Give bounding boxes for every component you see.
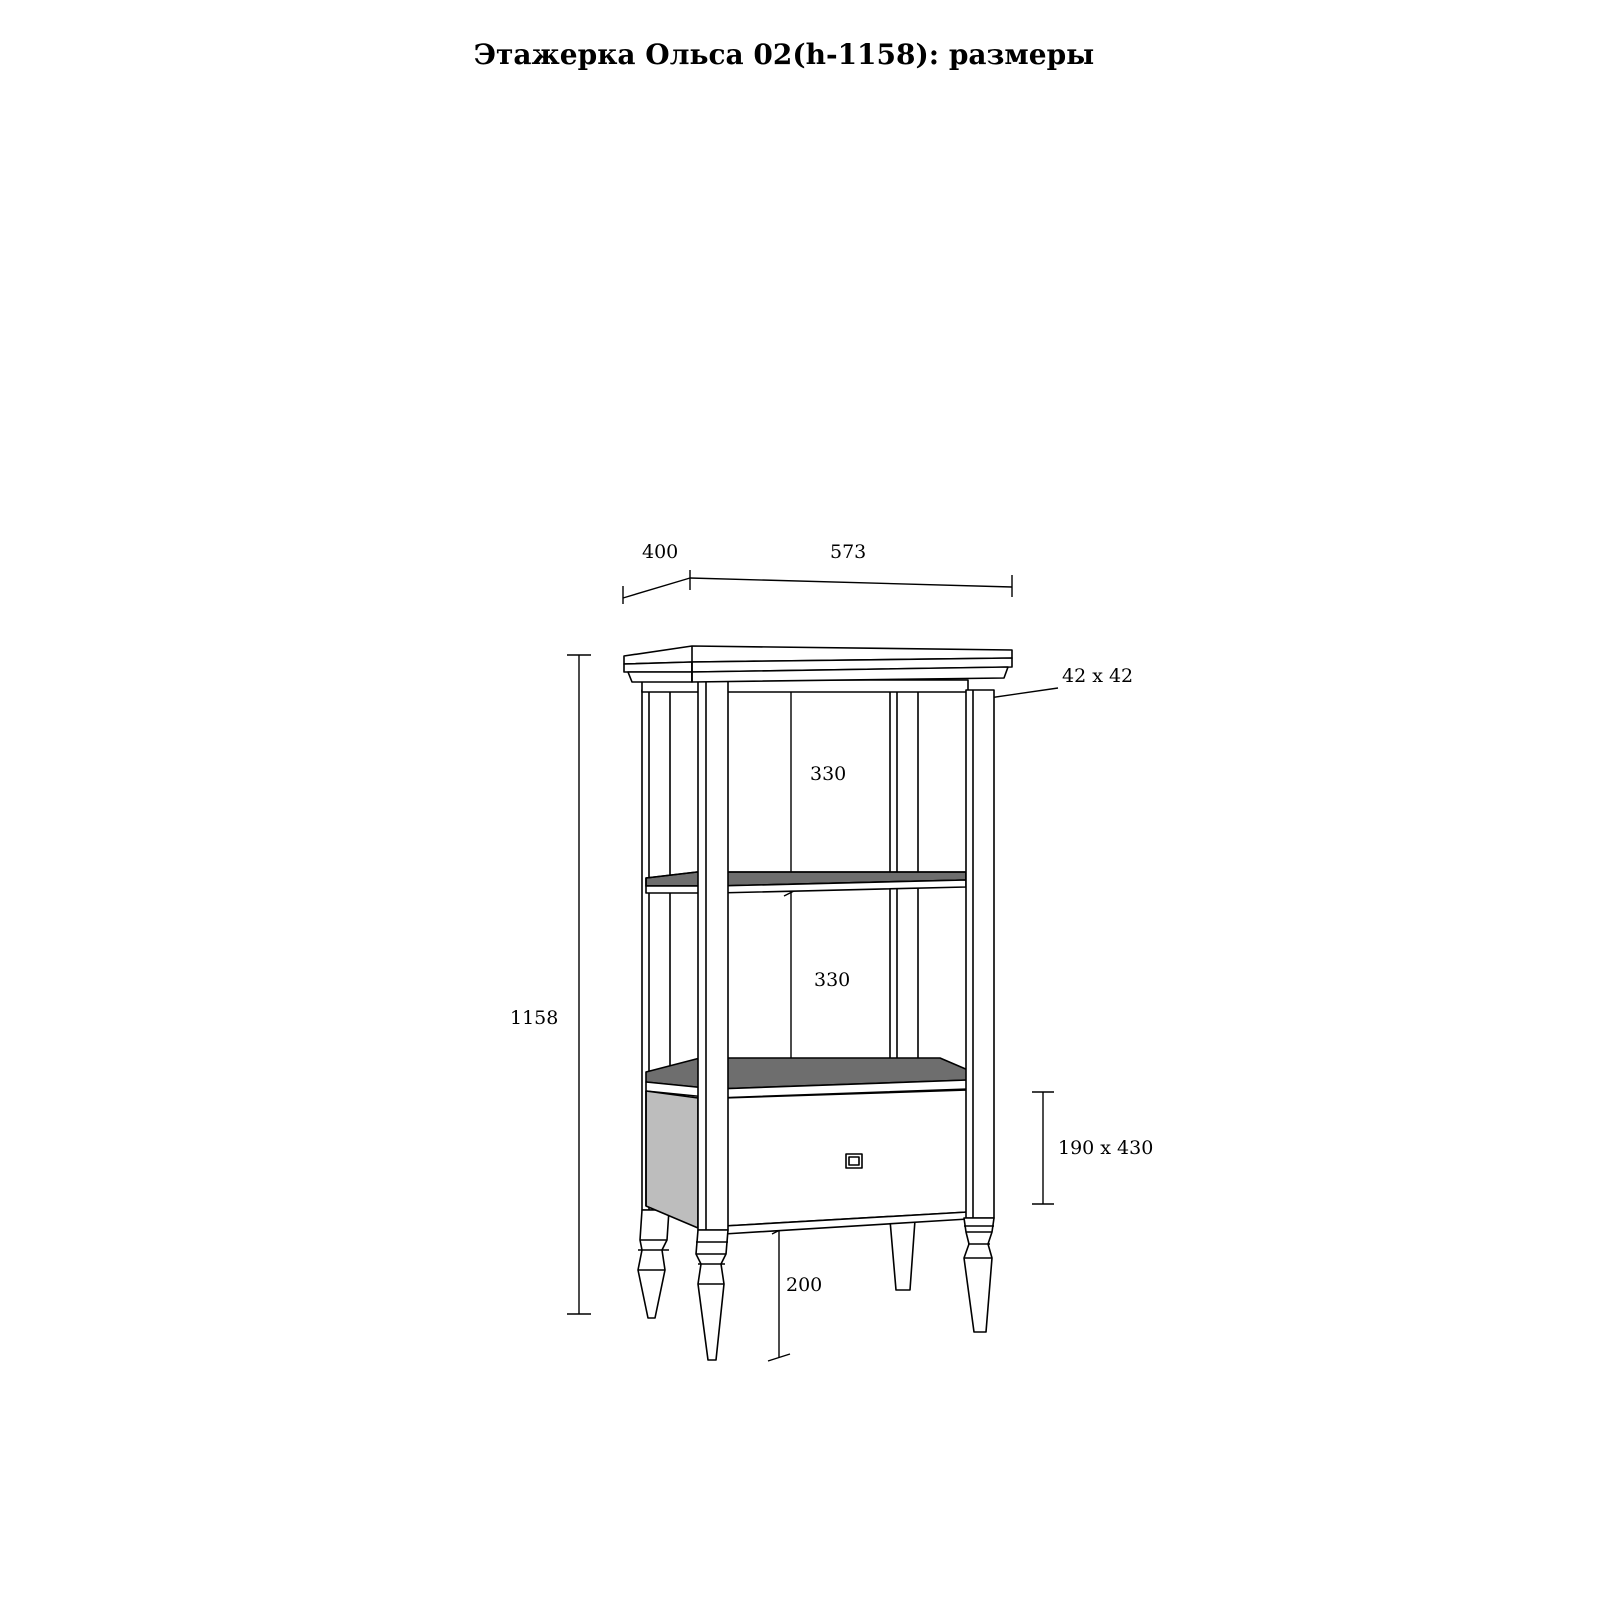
front-right-post [966, 690, 994, 1218]
shelf-unit [624, 646, 1012, 1360]
drawer-handle [846, 1154, 862, 1168]
front-left-leg [696, 1230, 728, 1360]
drawer-size-label: 190 x 430 [1058, 1137, 1154, 1159]
leg-height-label: 200 [786, 1274, 823, 1296]
width-label: 573 [830, 541, 867, 563]
shelf-gap-lower-label: 330 [814, 969, 851, 991]
top-cornice [624, 646, 1012, 682]
shelf-gap-upper-label: 330 [810, 763, 847, 785]
back-left-leg [638, 1210, 669, 1318]
back-right-leg [890, 1220, 915, 1290]
height-total-label: 1158 [510, 1007, 559, 1029]
leg-section-label: 42 x 42 [1062, 665, 1134, 687]
diagram-title: Этажерка Ольса 02(h-1158): размеры [473, 38, 1095, 71]
front-right-leg [964, 1218, 994, 1332]
front-left-post [698, 680, 728, 1230]
depth-label: 400 [642, 541, 679, 563]
drawer-side-panel [646, 1091, 698, 1228]
